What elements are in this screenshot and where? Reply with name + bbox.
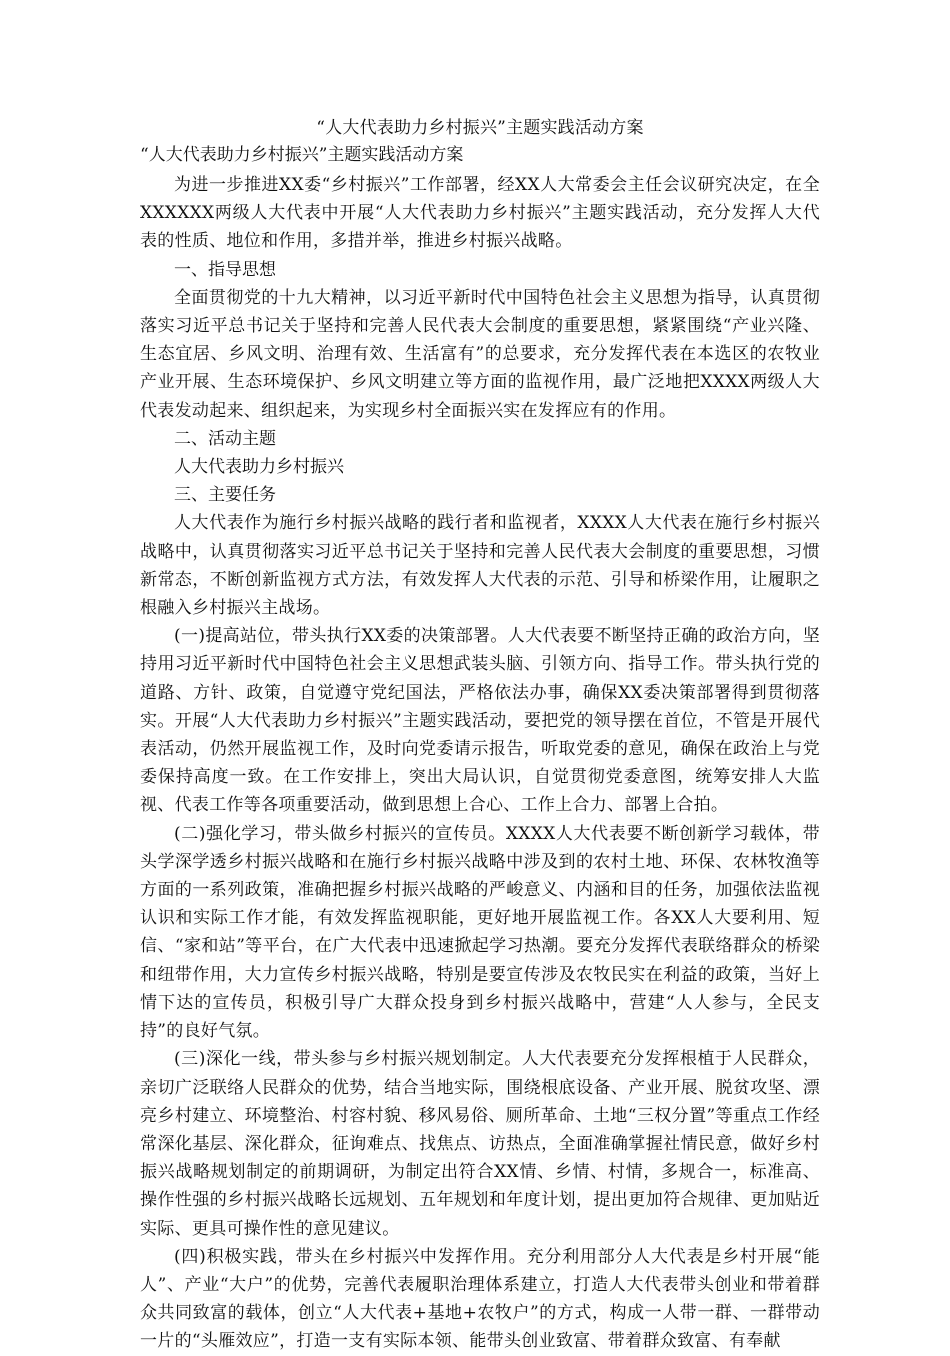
section-body-main-tasks: 人大代表作为施行乡村振兴战略的践行者和监视者，XXXX人大代表在施行乡村振兴战略中，认真贯彻落实习近平总书记关于坚持和完善人民代表大会制度的重要思想，习惯新常态，不断创新监视方式方法，有效发挥人大代表的示范、引导和桥梁作用，让履职之根融入乡村振兴主战场。: [140, 513, 820, 619]
task-item-1: (一)提高站位，带头执行XX委的决策部署。人大代表要不断坚持正确的政治方向，坚持用习近平新时代中国特色社会主义思想武装头脑、引领方向、指导工作。带头执行党的道路、方针、政策，自觉遵守党纪国法，严格依法办事，确保XX委决策部署得到贯彻落实。开展“人大代表助力乡村振兴”主题实践活动，要把党的领导摆在首位，不管是开展代表活动，仍然开展监视工作，及时向党委请示报告，听取党委的意见，确保在政治上与党委保持高度一致。在工作安排上，突出大局认识，自觉贯彻党委意图，统筹安排人大监视、代表工作等各项重要活动，做到思想上合心、工作上合力、部署上合拍。: [140, 626, 820, 816]
task-item-3: (三)深化一线，带头参与乡村振兴规划制定。人大代表要充分发挥根植于人民群众，亲切广泛联络人民群众的优势，结合当地实际，围绕根底设备、产业开展、脱贫攻坚、漂亮乡村建立、环境整治、村容村貌、移风易俗、厕所革命、土地“三权分置”等重点工作经常深化基层、深化群众，征询难点、找焦点、访热点，全面准确掌握社情民意，做好乡村振兴战略规划制定的前期调研，为制定出符合XX情、乡情、村情，多规合一，标准高、操作性强的乡村振兴战略长远规划、五年规划和年度计划，提出更加符合规律、更加贴近实际、更具可操作性的意见建议。: [140, 1049, 820, 1239]
document-body: [140, 116, 820, 1356]
section-heading-main-tasks: 三、主要任务: [174, 485, 276, 506]
document-subtitle: “人大代表助力乡村振兴”主题实践活动方案: [140, 145, 464, 165]
section-body-guiding-ideology: 全面贯彻党的十九大精神，以习近平新时代中国特色社会主义思想为指导，认真贯彻落实习近平总书记关于坚持和完善人民代表大会制度的重要思想，紧紧围绕“产业兴隆、生态宜居、乡风文明、治理有效、生活富有”的总要求，充分发挥代表在本选区的农牧业产业开展、生态环境保护、乡风文明建立等方面的监视作用，最广泛地把XXXX两级人大代表发动起来、组织起来，为实现乡村全面振兴实在发挥应有的作用。: [140, 287, 820, 421]
document-title: “人大代表助力乡村振兴”主题实践活动方案: [316, 118, 644, 138]
section-body-activity-theme: 人大代表助力乡村振兴: [174, 457, 344, 478]
task-item-4: (四)积极实践，带头在乡村振兴中发挥作用。充分利用部分人大代表是乡村开展“能人”、产业“大户”的优势，完善代表履职治理体系建立，打造人大代表带头创业和带着群众共同致富的载体，创立“人大代表+基地+农牧户”的方式，构成一人带一群、一群带动一片的“头雁效应”，打造一支有实际本领、能带头创业致富、带着群众致富、有奉献: [140, 1246, 820, 1352]
section-heading-activity-theme: 二、活动主题: [174, 428, 276, 449]
task-item-2: (二)强化学习，带头做乡村振兴的宣传员。XXXX人大代表要不断创新学习载体，带头学深学透乡村振兴战略和在施行乡村振兴战略中涉及到的农村土地、环保、农林牧渔等方面的一系列政策，准确把握乡村振兴战略的严峻意义、内涵和目的任务，加强依法监视认识和实际工作才能，有效发挥监视职能，更好地开展监视工作。各XX人大要利用、短信、“家和站”等平台，在广大代表中迅速掀起学习热潮。要充分发挥代表联络群众的桥梁和纽带作用，大力宣传乡村振兴战略，特别是要宣传涉及农牧民实在利益的政策，当好上情下达的宣传员，积极引导广大群众投身到乡村振兴战略中，营建“人人参与，全民支持”的良好气氛。: [140, 823, 820, 1042]
section-heading-guiding-ideology: 一、指导思想: [174, 259, 276, 280]
intro-paragraph: 为进一步推进XX委“乡村振兴”工作部署，经XX人大常委会主任会议研究决定，在全XXXXXX两级人大代表中开展“人大代表助力乡村振兴”主题实践活动，充分发挥人大代表的性质、地位和作用，多措并举，推进乡村振兴战略。: [140, 175, 820, 252]
